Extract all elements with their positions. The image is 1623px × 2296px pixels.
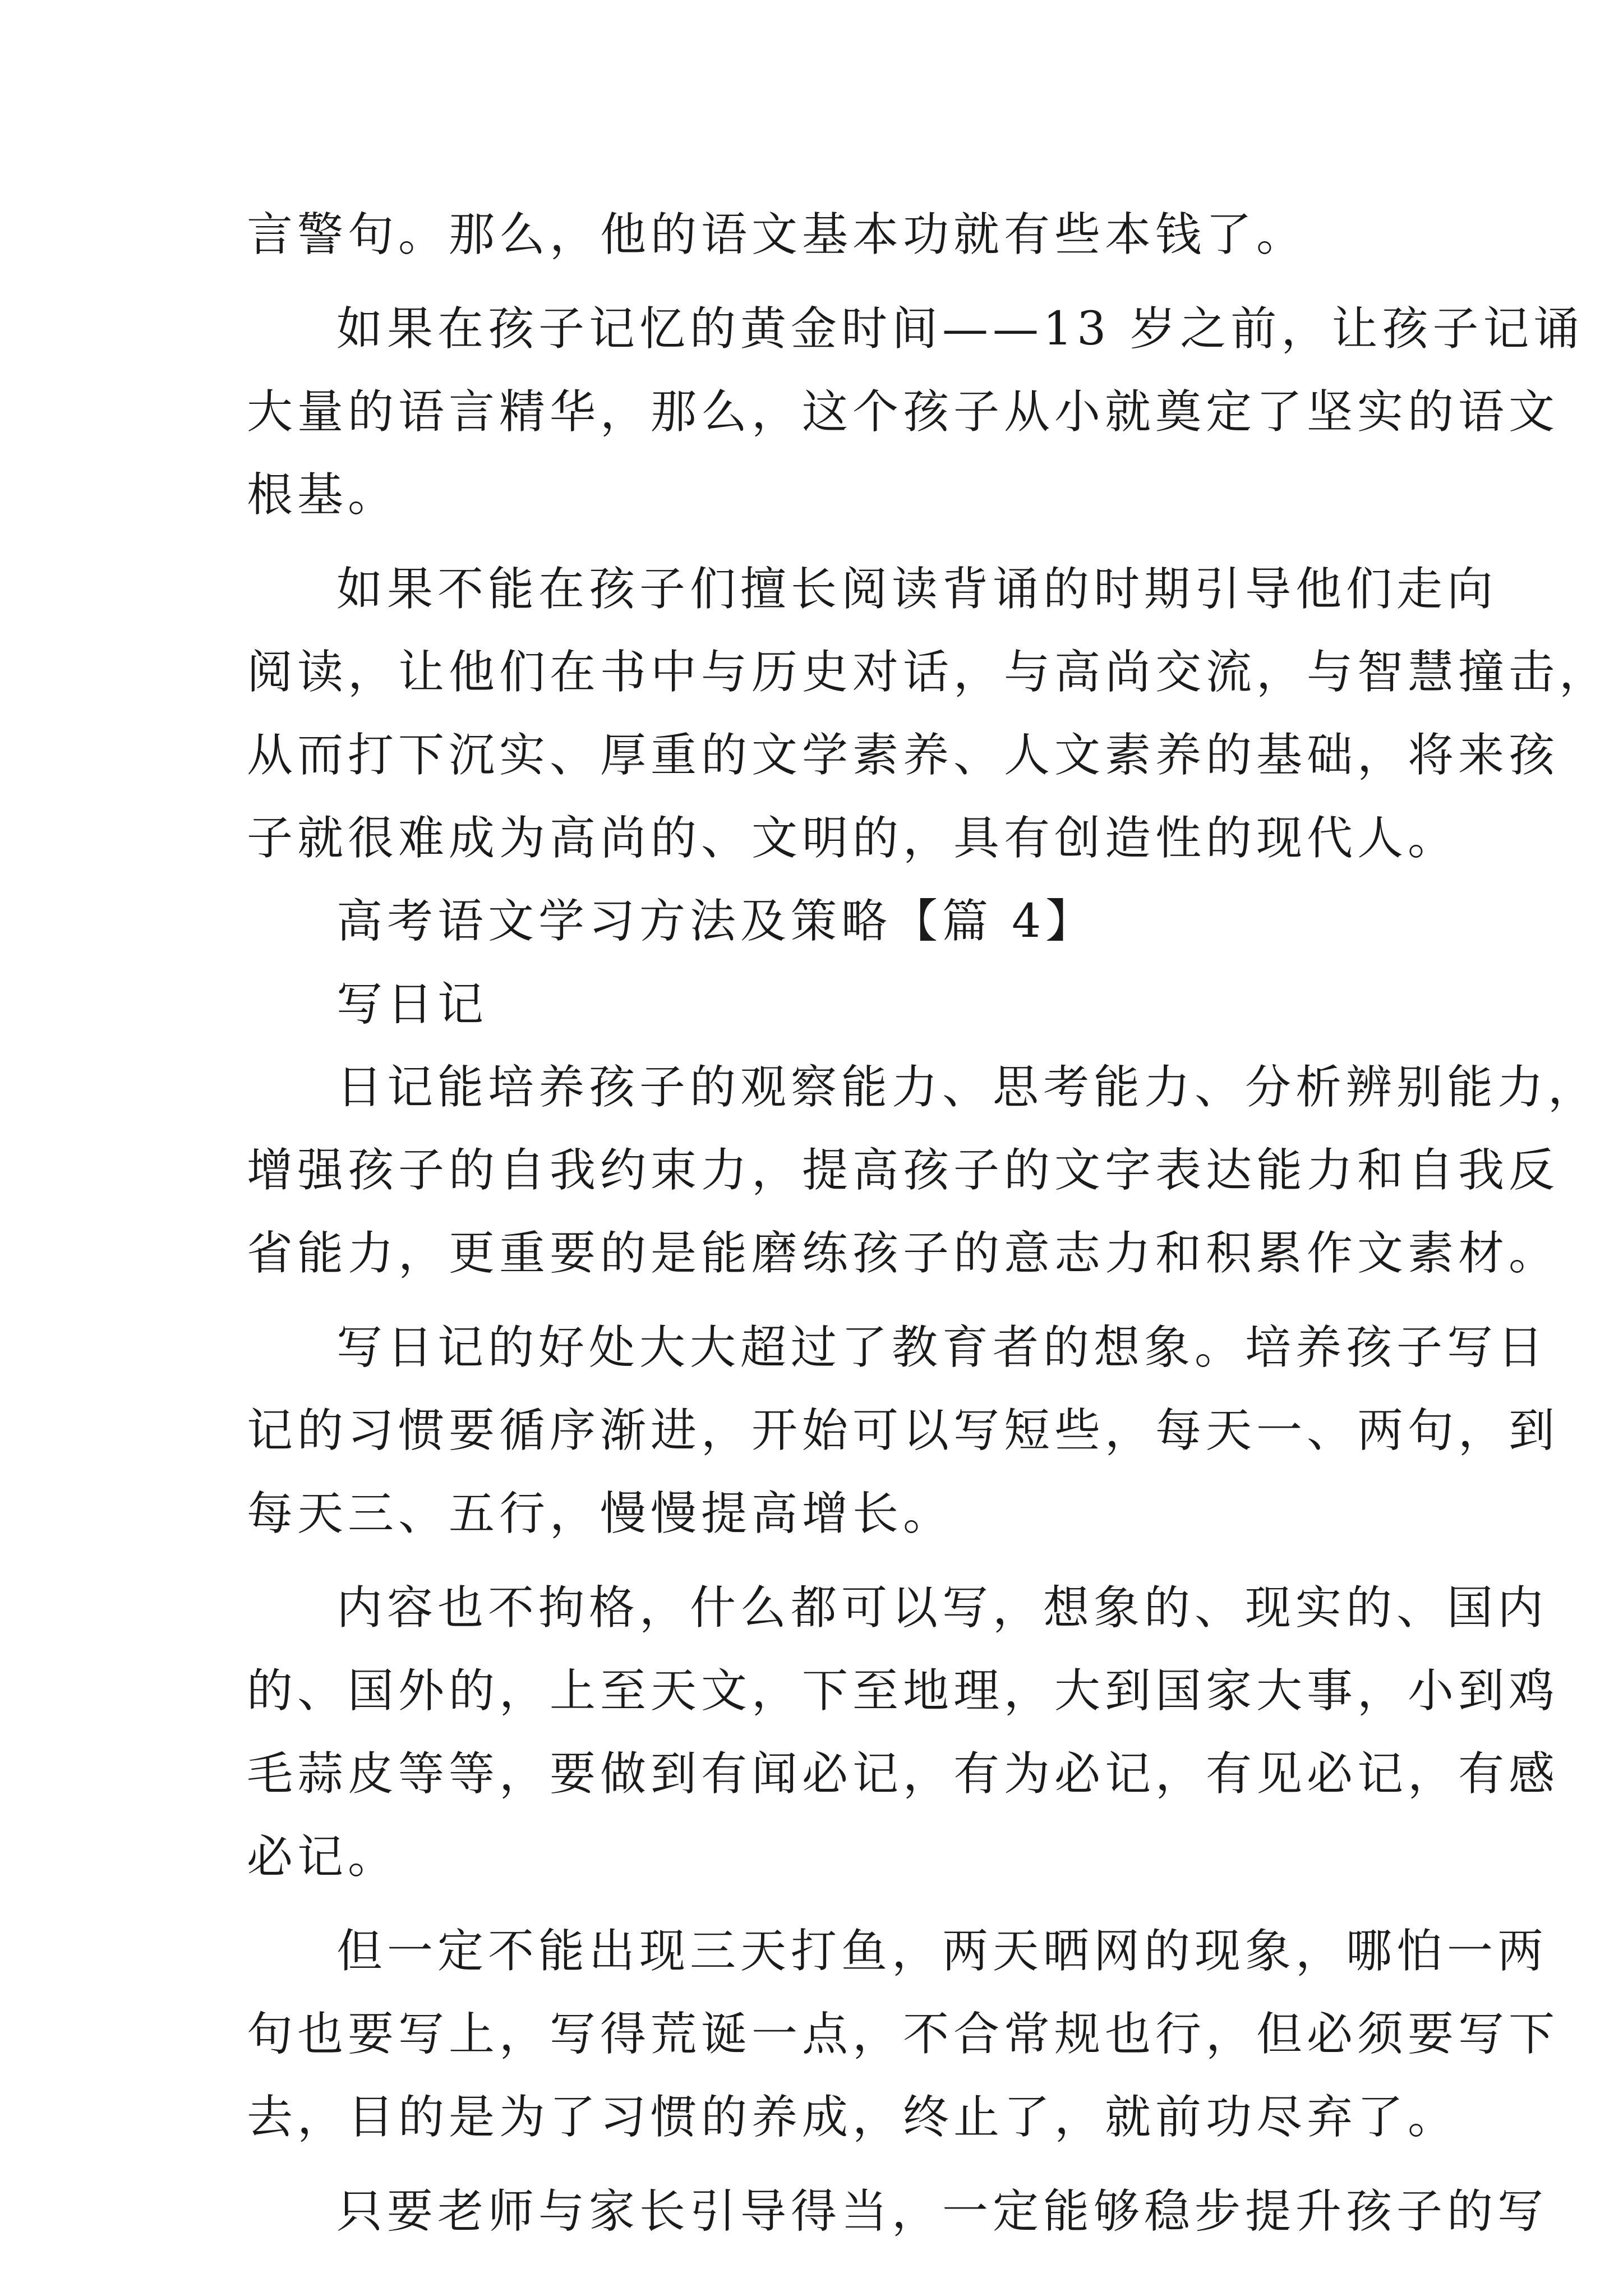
paragraph-start-line: 但一定不能出现三天打鱼，两天晒网的现象，哪怕一两: [336, 1925, 1548, 1978]
paragraph-start-line: 内容也不拘格，什么都可以写，想象的、现实的、国内: [336, 1581, 1548, 1635]
text-line: 阅读，让他们在书中与历史对话，与高尚交流，与智慧撞击，: [247, 646, 1610, 699]
text-line: 根基。: [247, 468, 399, 522]
text-line: 增强孩子的自我约束力，提高孩子的文字表达能力和自我反: [247, 1144, 1560, 1197]
text-line: 每天三、五行，慢慢提高增长。: [247, 1487, 954, 1540]
document-body: [247, 194, 1610, 2253]
text-line: 的、国外的，上至天文，下至地理，大到国家大事，小到鸡: [247, 1664, 1560, 1718]
paragraph-start-line: 如果不能在孩子们擅长阅读背诵的时期引导他们走向: [336, 563, 1498, 616]
text-line: 去，目的是为了习惯的养成，终止了，就前功尽弃了。: [247, 2091, 1459, 2144]
text-line: 言警句。那么，他的语文基本功就有些本钱了。: [247, 208, 1307, 261]
paragraph-start-line: 只要老师与家长引导得当，一定能够稳步提升孩子的写: [336, 2185, 1548, 2238]
text-line: 子就很难成为高尚的、文明的，具有创造性的现代人。: [247, 812, 1459, 865]
text-line: 句也要写上，写得荒诞一点，不合常规也行，但必须要写下: [247, 2008, 1560, 2061]
paragraph-start-line: 如果在孩子记忆的黄金时间——13 岁之前，让孩子记诵: [336, 302, 1584, 356]
text-line: 毛蒜皮等等，要做到有闻必记，有为必记，有见必记，有感: [247, 1747, 1560, 1801]
text-line: 记的习惯要循序渐进，开始可以写短些，每天一、两句，到: [247, 1404, 1560, 1457]
paragraph-start-line: 写日记的好处大大超过了教育者的想象。培养孩子写日: [336, 1321, 1548, 1374]
section-heading: 高考语文学习方法及策略【篇 4】: [336, 895, 1096, 948]
text-line: 从而打下沉实、厚重的文学素养、人文素养的基础，将来孩: [247, 729, 1560, 782]
text-line: 省能力，更重要的是能磨练孩子的意志力和积累作文素材。: [247, 1227, 1560, 1280]
paragraph-start-line: 日记能培养孩子的观察能力、思考能力、分析辨别能力，: [336, 1061, 1599, 1114]
text-line: 必记。: [247, 1830, 399, 1884]
text-line: 大量的语言精华，那么，这个孩子从小就奠定了坚实的语文: [247, 385, 1560, 439]
subsection-heading: 写日记: [336, 978, 488, 1031]
